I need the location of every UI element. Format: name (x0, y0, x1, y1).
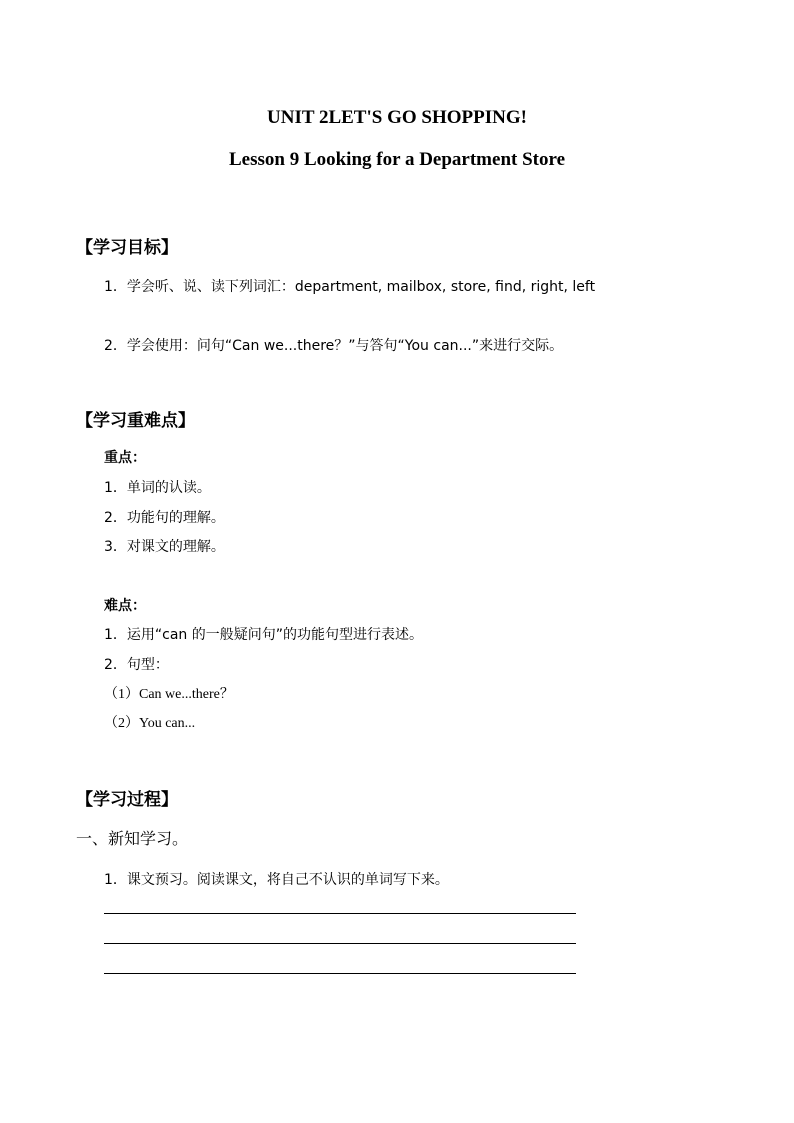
answer-line-1[interactable] (104, 913, 576, 914)
objectives-heading: 【学习目标】 (76, 238, 178, 258)
answer-line-2[interactable] (104, 943, 576, 944)
difficulty-item-2: 2．句型： (104, 657, 169, 673)
task-preview: 1．课文预习。阅读课文，将自己不认识的单词写下来。 (104, 872, 449, 888)
unit-title: UNIT 2LET'S GO SHOPPING! (267, 107, 527, 128)
answer-line-3[interactable] (104, 973, 576, 974)
difficulty-label: 难点： (104, 598, 146, 614)
objective-item-2: 2．学会使用：问句“Can we...there？”与答句“You can...”来进行交际。 (104, 338, 564, 354)
focus-label: 重点： (104, 450, 146, 466)
pattern-2: （2）You can... (104, 716, 196, 731)
lesson-title: Lesson 9 Looking for a Department Store (228, 149, 566, 170)
process-heading: 【学习过程】 (76, 790, 178, 810)
pattern-1: （1）Can we...there？ (104, 687, 234, 702)
objective-item-1: 1．学会听、说、读下列词汇：department, mailbox, store, find, right, left (104, 279, 596, 295)
focus-item-1: 1．单词的认读。 (104, 480, 211, 496)
key-points-heading: 【学习重难点】 (76, 411, 195, 431)
difficulty-item-1: 1．运用“can 的一般疑问句”的功能句型进行表述。 (104, 627, 424, 643)
focus-item-2: 2．功能句的理解。 (104, 510, 225, 526)
section-new-knowledge: 一、新知学习。 (76, 829, 189, 848)
focus-item-3: 3．对课文的理解。 (104, 539, 225, 555)
